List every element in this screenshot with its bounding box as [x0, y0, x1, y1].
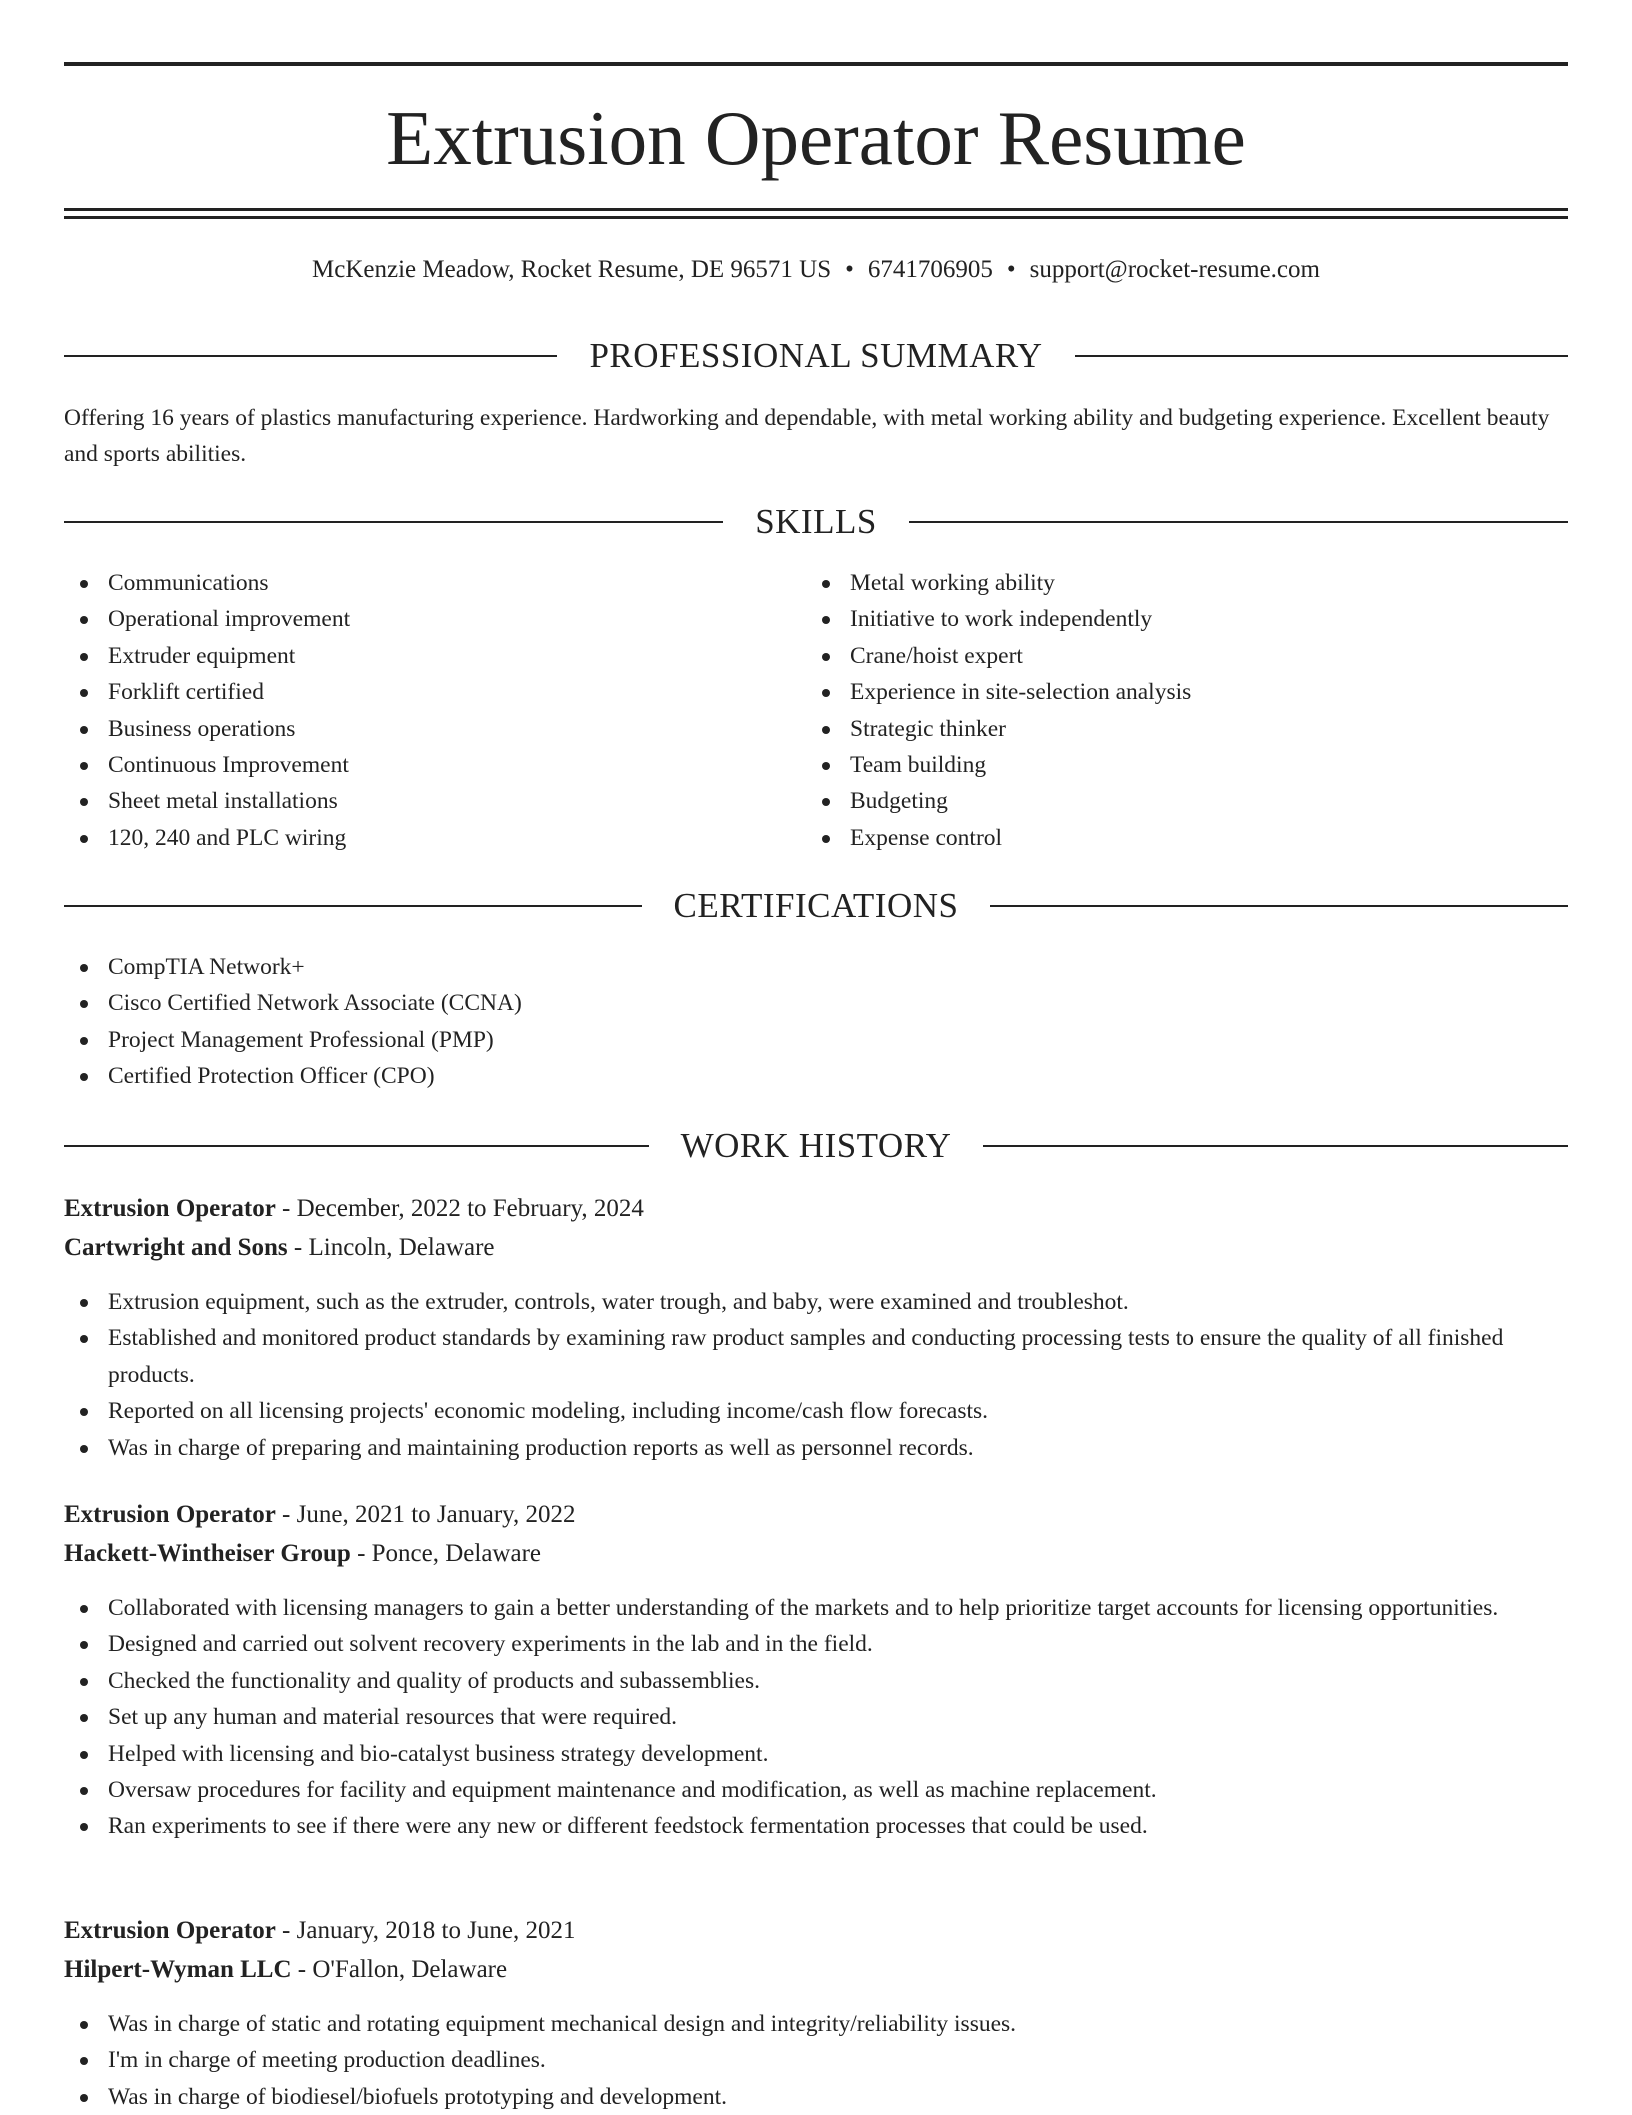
job-title-line: [64, 1189, 1568, 1229]
job-bullets: [64, 1284, 1568, 1466]
certification-item: Certified Protection Officer (CPO): [64, 1058, 1568, 1094]
skills-heading: [64, 500, 1568, 544]
resume-title: Extrusion Operator Resume: [386, 95, 1246, 181]
work-history-heading-label: WORK HISTORY: [680, 1126, 952, 1165]
job-bullet: Oversaw procedures for facility and equipment maintenance and modification, as well as machine replacement.: [64, 1772, 1568, 1808]
skill-item: Business operations: [64, 711, 804, 747]
job-bullet: Helped with licensing and bio-catalyst business strategy development.: [64, 1736, 1568, 1772]
job-bullet: Established and monitored product standards by examining raw product samples and conducting processing tests to ensure the quality of all finished products.: [64, 1320, 1568, 1393]
job-bullet: Was in charge of biodiesel/biofuels prototyping and development.: [64, 2079, 1568, 2115]
job-dates: - January, 2018 to June, 2021: [275, 1917, 576, 1944]
certifications-list: [64, 949, 1568, 1095]
job-title-line: [64, 1911, 1568, 1951]
skill-item: Extruder equipment: [64, 638, 804, 674]
job-company-line: [64, 1534, 1568, 1574]
heading-rule: [64, 521, 723, 523]
job-bullet: Set up any human and material resources that were required.: [64, 1699, 1568, 1735]
skill-item: Sheet metal installations: [64, 783, 804, 819]
skill-item: Metal working ability: [806, 565, 1566, 601]
certification-item: Project Management Professional (PMP): [64, 1022, 1568, 1058]
job-company-line: [64, 1228, 1568, 1268]
skill-item: Initiative to work independently: [806, 601, 1566, 637]
summary-text: Offering 16 years of plastics manufacturing experience. Hardworking and dependable, with metal working ability and budgeting experience. Excellent beauty and sports abilities.: [64, 405, 1550, 467]
job-company-line: [64, 1950, 1568, 1990]
summary-heading-label: PROFESSIONAL SUMMARY: [589, 336, 1043, 375]
job-title: Extrusion Operator: [64, 1501, 276, 1528]
contact-email: support@rocket-resume.com: [1029, 256, 1320, 283]
job-bullet: Was in charge of preparing and maintaining production reports as well as personnel records.: [64, 1430, 1568, 1466]
job-bullet: Extrusion equipment, such as the extruder, controls, water trough, and baby, were examined and troubleshot.: [64, 1284, 1568, 1320]
job-bullets: [64, 2006, 1568, 2115]
job-bullet: Designed and carried out solvent recovery experiments in the lab and in the field.: [64, 1626, 1568, 1662]
job-company: Hackett-Wintheiser Group: [64, 1540, 351, 1567]
skill-item: Communications: [64, 565, 804, 601]
heading-rule: [64, 905, 642, 907]
title-rule-upper: [64, 208, 1568, 211]
job-location: - O'Fallon, Delaware: [291, 1956, 508, 1983]
heading-rule: [64, 1145, 649, 1147]
job-location: - Lincoln, Delaware: [287, 1234, 495, 1261]
certification-item: Cisco Certified Network Associate (CCNA): [64, 985, 1568, 1021]
certification-item: CompTIA Network+: [64, 949, 1568, 985]
heading-rule: [64, 355, 557, 357]
job-bullet: Checked the functionality and quality of products and subassemblies.: [64, 1663, 1568, 1699]
skills-list-right: [806, 565, 1566, 856]
job-location: - Ponce, Delaware: [350, 1540, 541, 1567]
job-bullets: [64, 1590, 1568, 1845]
heading-rule: [1075, 355, 1568, 357]
certifications-heading-label: CERTIFICATIONS: [673, 886, 959, 925]
job-bullet: Reported on all licensing projects' economic modeling, including income/cash flow forecasts.: [64, 1393, 1568, 1429]
skill-item: Expense control: [806, 820, 1566, 856]
contact-separator: •: [1006, 256, 1016, 283]
skill-item: Team building: [806, 747, 1566, 783]
job-dates: - December, 2022 to February, 2024: [275, 1195, 644, 1222]
job-bullet: I'm in charge of meeting production deadlines.: [64, 2042, 1568, 2078]
contact-separator: •: [845, 256, 854, 283]
top-rule: [64, 62, 1568, 66]
skill-item: Strategic thinker: [806, 711, 1566, 747]
heading-rule: [909, 521, 1568, 523]
skill-item: 120, 240 and PLC wiring: [64, 820, 804, 856]
job-bullet: Ran experiments to see if there were any new or different feedstock fermentation processes that could be used.: [64, 1808, 1568, 1844]
work-history-heading: [64, 1124, 1568, 1168]
heading-rule: [990, 905, 1568, 907]
certifications-heading: [64, 884, 1568, 928]
summary-heading: [64, 334, 1568, 378]
title-rule-lower: [64, 216, 1568, 219]
job-company: Hilpert-Wyman LLC: [64, 1956, 292, 1983]
contact-line: [64, 254, 1568, 286]
job-title: Extrusion Operator: [64, 1917, 276, 1944]
skill-item: Crane/hoist expert: [806, 638, 1566, 674]
job-company: Cartwright and Sons: [64, 1234, 288, 1261]
job-title-line: [64, 1495, 1568, 1535]
contact-address: McKenzie Meadow, Rocket Resume, DE 96571 US: [312, 256, 832, 283]
skills-heading-label: SKILLS: [755, 502, 877, 541]
job-bullet: Collaborated with licensing managers to gain a better understanding of the markets and to help prioritize target accounts for licensing opportunities.: [64, 1590, 1568, 1626]
contact-phone: 6741706905: [867, 256, 993, 283]
heading-rule: [983, 1145, 1568, 1147]
job-title: Extrusion Operator: [64, 1195, 276, 1222]
skill-item: Continuous Improvement: [64, 747, 804, 783]
skills-list-left: [64, 565, 804, 856]
skill-item: Budgeting: [806, 783, 1566, 819]
skill-item: Experience in site-selection analysis: [806, 674, 1566, 710]
skill-item: Forklift certified: [64, 674, 804, 710]
skill-item: Operational improvement: [64, 601, 804, 637]
job-dates: - June, 2021 to January, 2022: [275, 1501, 576, 1528]
job-bullet: Was in charge of static and rotating equipment mechanical design and integrity/reliability issues.: [64, 2006, 1568, 2042]
